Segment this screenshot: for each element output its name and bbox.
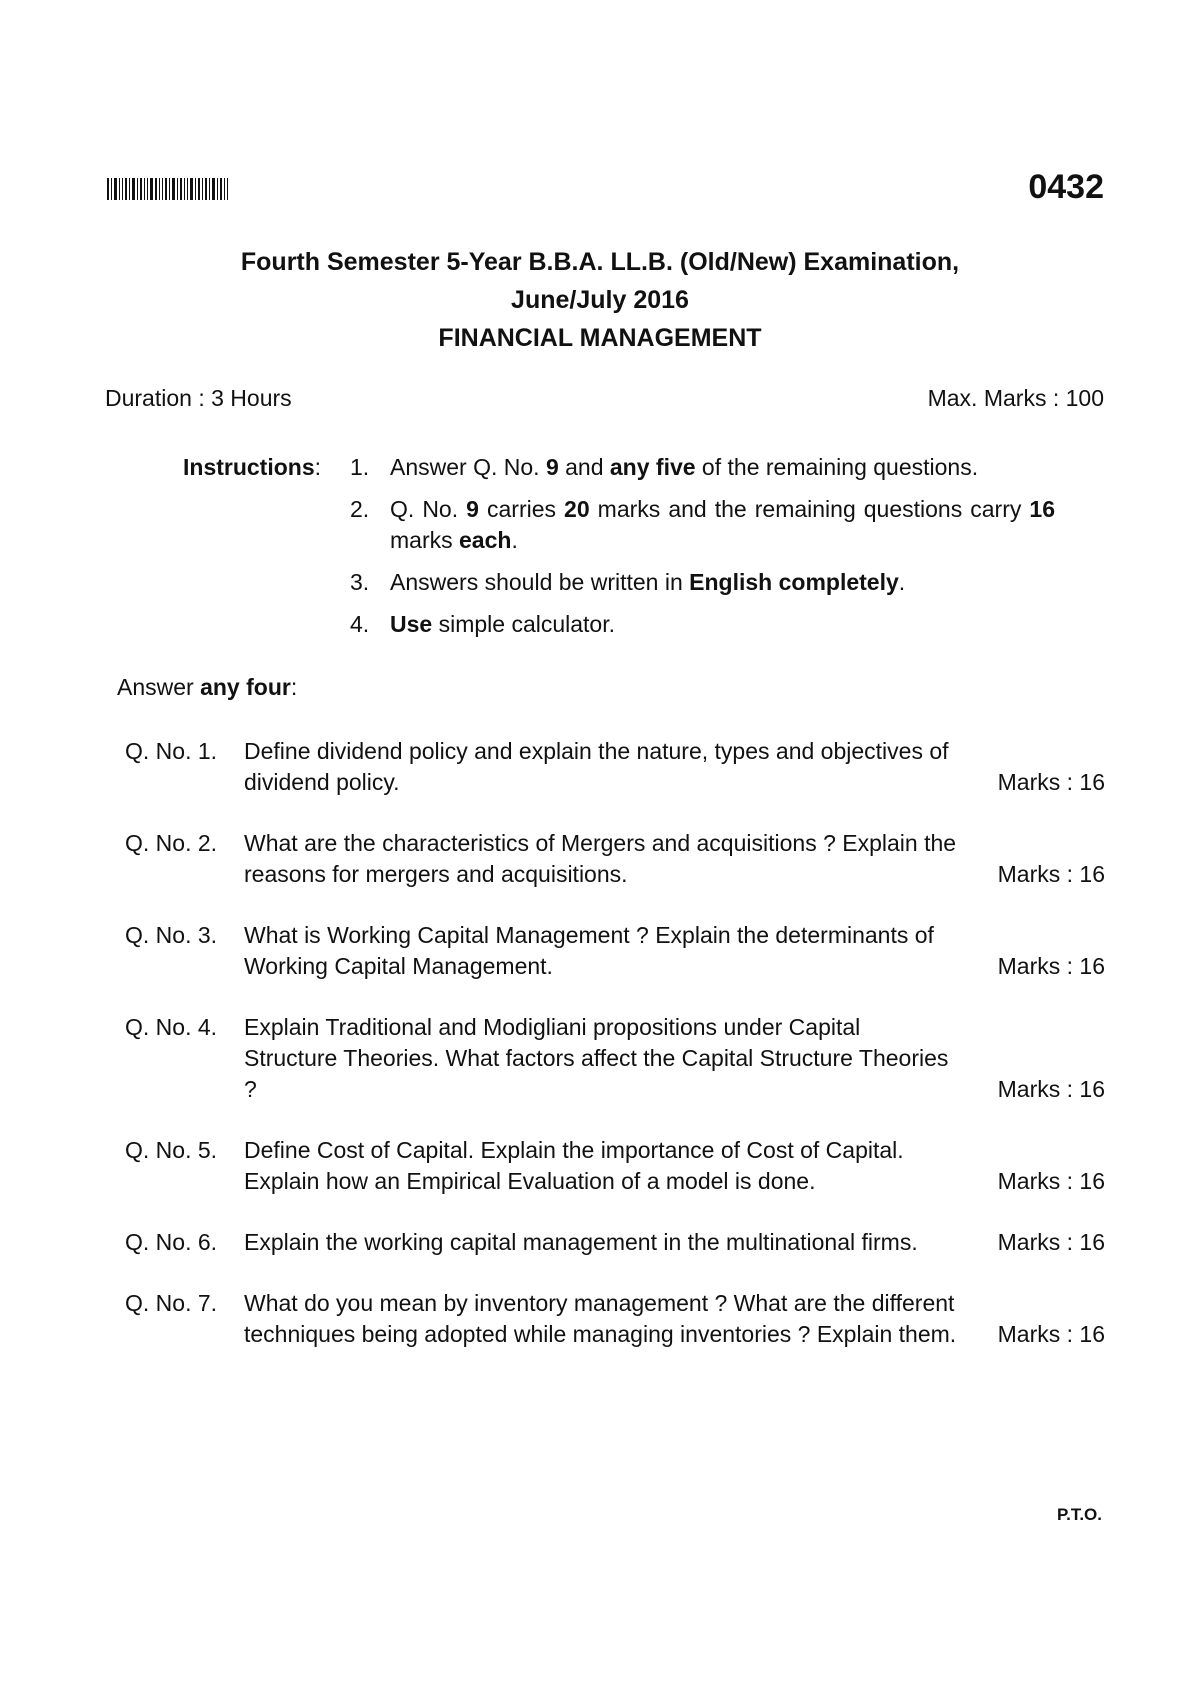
question-text: What do you mean by inventory management ? What are the different techniques being adopted while managing inventories ? Explain them. [244, 1290, 957, 1347]
paper-code: 0432 [1028, 168, 1104, 206]
instruction-item: 1. Answer Q. No. 9 and any five of the remaining questions. [350, 454, 979, 480]
question-marks: Marks : 16 [997, 953, 1105, 979]
question-item [125, 920, 1105, 982]
question-marks: Marks : 16 [997, 769, 1105, 795]
question-number: Q. No. 3. [125, 922, 218, 948]
question-text: What is Working Capital Management ? Explain the determinants of Working Capital Management. [244, 922, 934, 979]
question-text: Explain Traditional and Modigliani propositions under Capital Structure Theories. What factors affect the Capital Structure Theories ? [244, 1014, 949, 1102]
question-item [125, 828, 1105, 890]
barcode [107, 178, 247, 200]
question-item [125, 1227, 1105, 1258]
instructions-label: Instructions: [183, 454, 322, 480]
question-number: Q. No. 1. [125, 738, 218, 764]
question-text: What are the characteristics of Mergers and acquisitions ? Explain the reasons for mergers and acquisitions. [244, 830, 957, 887]
pto-label: P.T.O. [1056, 1505, 1102, 1524]
question-text: Explain the working capital management in the multinational firms. [244, 1229, 918, 1255]
question-text: Define Cost of Capital. Explain the importance of Cost of Capital. Explain how an Empirical Evaluation of a model is done. [244, 1137, 904, 1194]
answer-any-four: Answer any four: [117, 674, 298, 700]
question-marks: Marks : 16 [997, 1168, 1105, 1194]
question-item [125, 736, 1105, 798]
question-item [125, 1288, 1105, 1350]
question-number: Q. No. 4. [125, 1014, 218, 1040]
instruction-item: 2. Q. No. 9 carries 20 marks and the remaining questions carry 16 marks each. [350, 496, 1056, 553]
instruction-item: 4. Use simple calculator. [350, 611, 616, 637]
exam-title [0, 243, 1200, 357]
questions-list [125, 736, 1105, 1380]
exam-title-line-1: Fourth Semester 5-Year B.B.A. LL.B. (Old/New) Examination, [240, 248, 960, 276]
question-marks: Marks : 16 [997, 1321, 1105, 1347]
instruction-item: 3. Answers should be written in English completely. [350, 569, 906, 595]
duration: Duration : 3 Hours [105, 385, 292, 411]
question-marks: Marks : 16 [997, 861, 1105, 887]
question-item [125, 1012, 1105, 1105]
question-number: Q. No. 2. [125, 830, 218, 856]
max-marks: Max. Marks : 100 [927, 385, 1104, 411]
question-number: Q. No. 7. [125, 1290, 218, 1316]
question-marks: Marks : 16 [997, 1076, 1105, 1102]
question-marks: Marks : 16 [997, 1229, 1105, 1255]
instructions-list [350, 452, 1055, 651]
question-text: Define dividend policy and explain the nature, types and objectives of dividend policy. [244, 738, 949, 795]
question-item [125, 1135, 1105, 1197]
exam-title-line-2: June/July 2016 [511, 286, 689, 314]
exam-subject: FINANCIAL MANAGEMENT [438, 324, 762, 352]
question-number: Q. No. 5. [125, 1137, 218, 1163]
question-number: Q. No. 6. [125, 1229, 218, 1255]
